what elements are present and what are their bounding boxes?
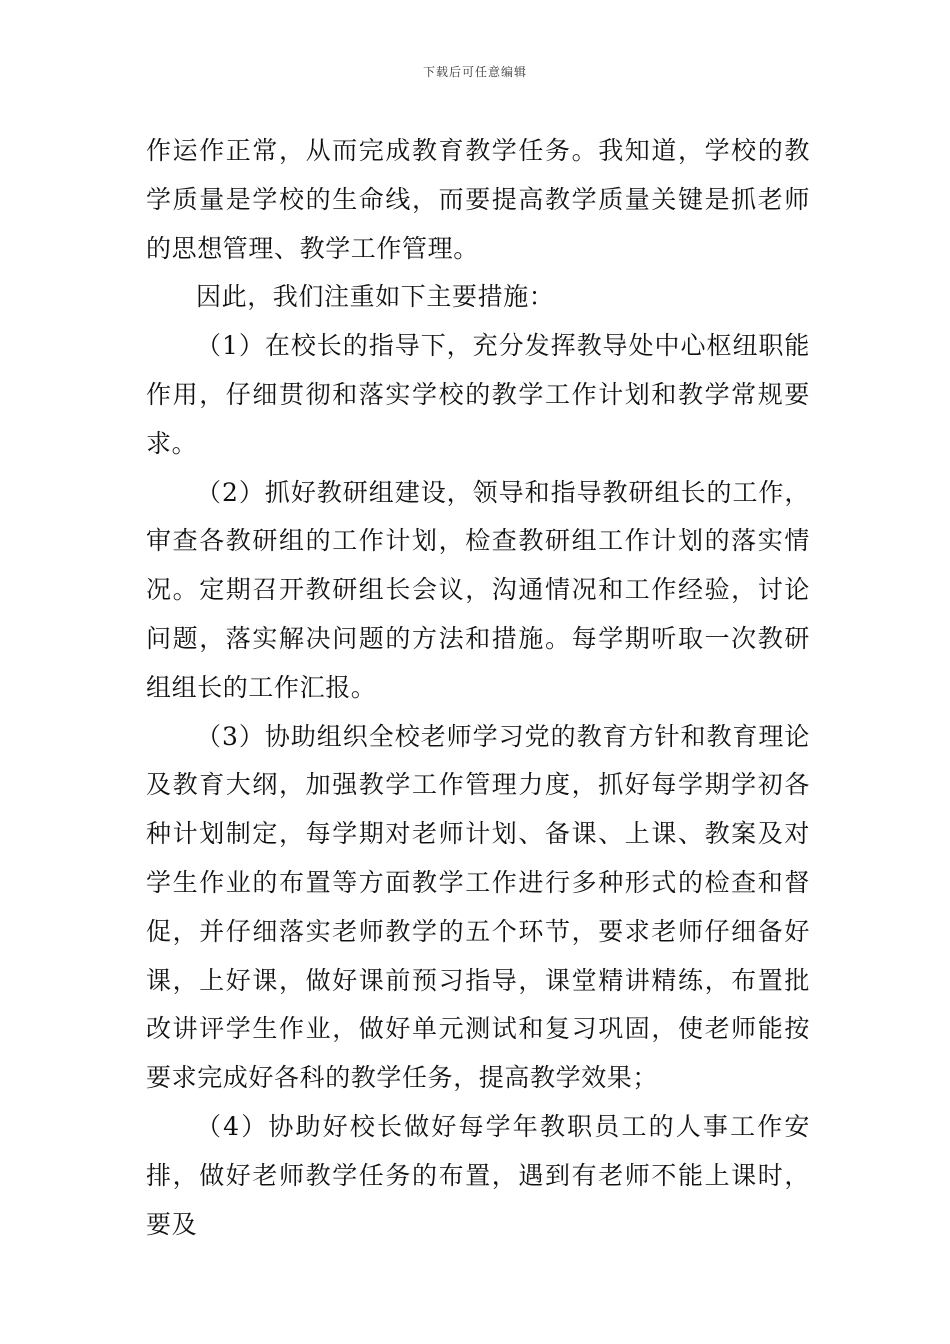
paragraph-measure-3: （3）协助组织全校老师学习党的教育方针和教育理论及教育大纲，加强教学工作管理力度，抓好每学期学初各种计划制定，每学期对老师计划、备课、上课、教案及对学生作业的布置等方面教学工作进行多种形式的检查和督促，并仔细落实老师教学的五个环节，要求老师仔细备好课，上好课，做好课前预习指导，课堂精讲精练，布置批改讲评学生作业，做好单元测试和复习巩固，使老师能按要求完成好各科的教学任务，提高教学效果； (146, 721, 810, 1093)
paragraph-measure-2: （2）抓好教研组建设，领导和指导教研组长的工作，审查各教研组的工作计划，检查教研组工作计划的落实情况。定期召开教研组长会议，沟通情况和工作经验，讨论问题，落实解决问题的方法和措施。每学期听取一次教研组组长的工作汇报。 (146, 477, 810, 702)
paragraph-intro-continuation: 作运作正常，从而完成教育教学任务。我知道，学校的教学质量是学校的生命线，而要提高教学质量关键是抓老师的思想管理、教学工作管理。 (146, 136, 810, 263)
paragraph-measure-4: （4）协助好校长做好每学年教职员工的人事工作安排，做好老师教学任务的布置，遇到有老师不能上课时，要及 (146, 1111, 810, 1239)
paragraph-measure-1: （1）在校长的指导下，充分发挥教导处中心枢纽职能作用，仔细贯彻和落实学校的教学工作计划和教学常规要求。 (146, 331, 810, 458)
paragraph-measures-lead: 因此，我们注重如下主要措施： (196, 282, 555, 312)
page-header: 下载后可任意编辑 (422, 65, 527, 79)
document-body (146, 127, 810, 1249)
